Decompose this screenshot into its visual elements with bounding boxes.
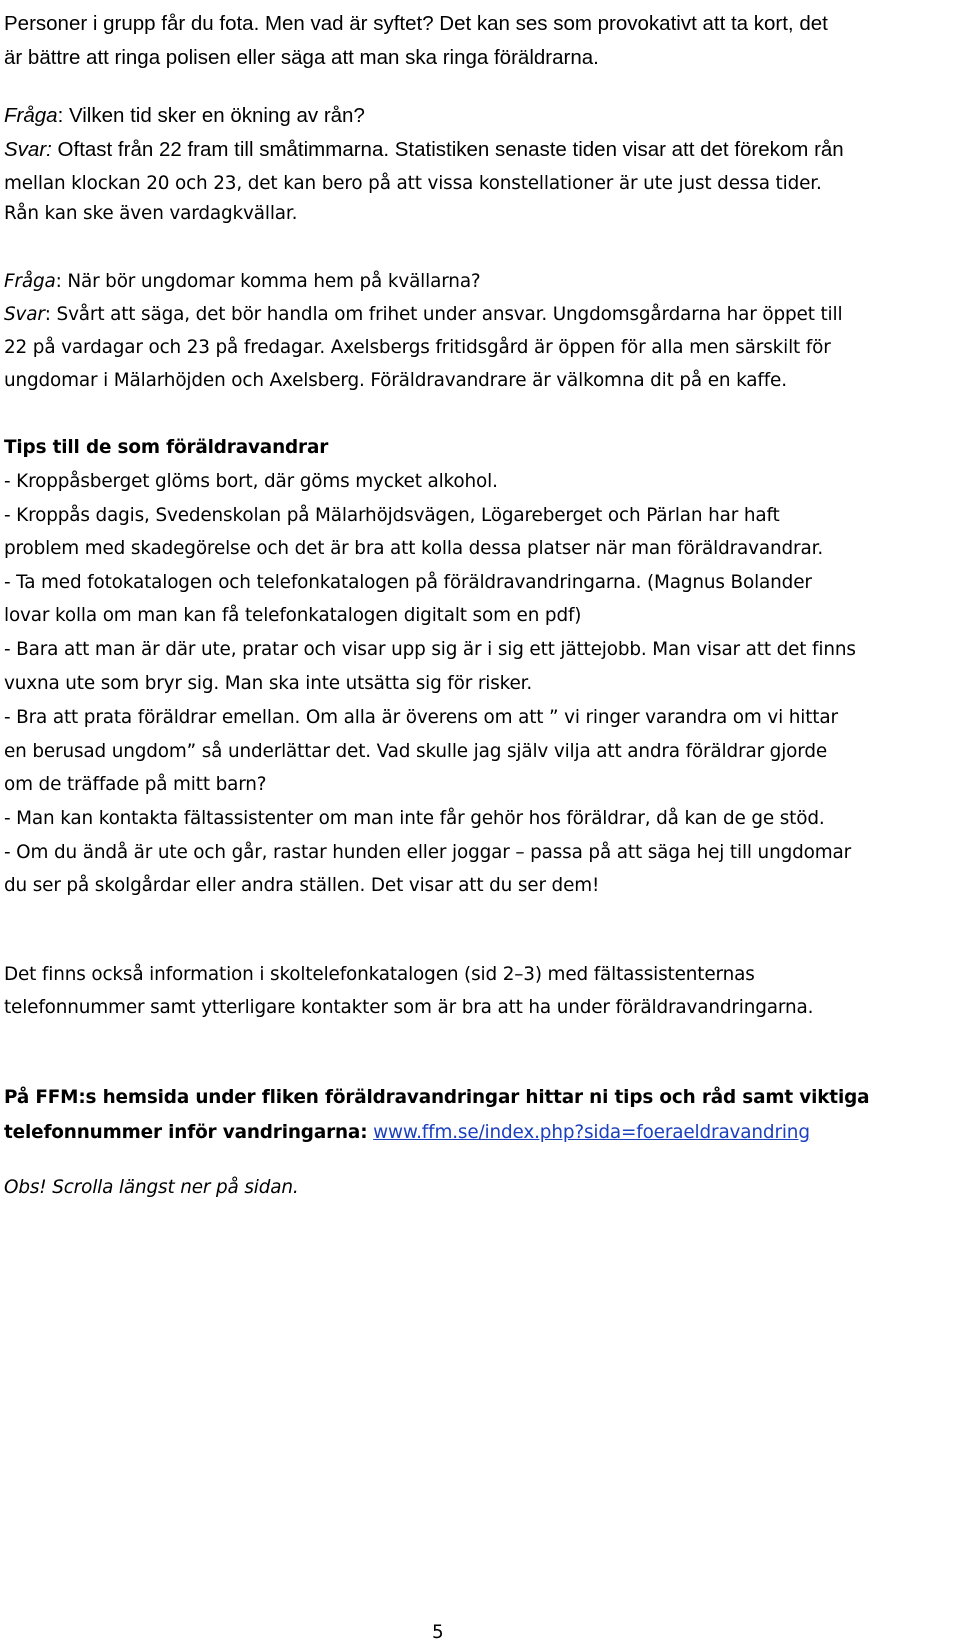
text-line [4,1174,299,1202]
text-line [4,334,831,362]
text-line [4,1119,810,1147]
text-segment: - Kroppås dagis, Svedenskolan på Mälarhöjdsvägen, Lögareberget och Pärlan har haft [4,505,780,526]
text-segment: om de träffade på mitt barn? [4,774,267,795]
text-segment: Fråga [4,271,56,292]
text-segment: : Vilken tid sker en ökning av rån? [57,104,365,127]
text-segment: ungdomar i Mälarhöjden och Axelsberg. Föräldravandrare är välkomna dit på en kaffe. [4,370,787,391]
text-line [4,434,328,462]
text-line [4,994,813,1022]
text-line [4,771,266,799]
text-segment: Tips till de som föräldravandrar [4,437,329,458]
ffm-website-link[interactable]: www.ffm.se/index.php?sida=foeraeldravandring [373,1122,810,1143]
text-line [4,44,599,72]
text-segment: problem med skadegörelse och det är bra att kolla dessa platser när man föräldravandrar. [4,538,824,559]
text-segment: - Om du ändå är ute och går, rastar hunden eller joggar – passa på att säga hej till ungdomar [4,842,852,863]
text-line [4,636,856,664]
text-line [4,839,851,867]
text-segment: Svar: [4,138,52,161]
text-line [4,200,297,228]
text-segment: - Ta med fotokatalogen och telefonkatalogen på föräldravandringarna. (Magnus Bolander [4,572,812,593]
text-segment: - Bra att prata föräldrar emellan. Om alla är överens om att ” vi ringer varandra om vi hittar [4,707,838,728]
text-segment: vuxna ute som bryr sig. Man ska inte utsätta sig för risker. [4,673,533,694]
text-line [4,502,780,530]
text-line [4,961,755,989]
text-segment: - Bara att man är där ute, pratar och visar upp sig är i sig ett jättejobb. Man visar att det finns [4,639,856,660]
text-segment: 22 på vardagar och 23 på fredagar. Axelsbergs fritidsgård är öppen för alla men särskilt för [4,337,831,358]
text-segment: du ser på skolgårdar eller andra ställen. Det visar att du ser dem! [4,875,600,896]
text-line [4,10,828,38]
text-segment: mellan klockan 20 och 23, det kan bero på att vissa konstellationer är ute just dessa tider. [4,173,822,194]
text-line [4,872,599,900]
text-segment: Fråga [4,104,58,127]
text-segment: Svar [4,304,45,325]
text-line [4,268,481,296]
text-segment: telefonnummer samt ytterligare kontakter som är bra att ha under föräldravandringarna. [4,997,814,1018]
text-segment: är bättre att ringa polisen eller säga att man ska ringa föräldrarna. [4,46,599,69]
text-segment: Oftast från 22 fram till småtimmarna. Statistiken senaste tiden visar att det förekom rån [51,138,844,161]
text-segment: - Man kan kontakta fältassistenter om man inte får gehör hos föräldrar, då kan de ge stöd. [4,808,825,829]
text-line [4,535,823,563]
text-line [4,602,581,630]
text-line [4,1084,869,1112]
text-segment: Obs! Scrolla längst ner på sidan. [4,1177,299,1198]
text-segment: Rån kan ske även vardagkvällar. [4,203,298,224]
text-line [4,738,827,766]
text-line [4,704,838,732]
text-segment: : Svårt att säga, det bör handla om frihet under ansvar. Ungdomsgårdarna har öppet till [44,304,843,325]
text-line [4,301,842,329]
text-line [4,136,844,164]
text-segment: - Kroppåsberget glöms bort, där göms mycket alkohol. [4,471,498,492]
text-segment: telefonnummer inför vandringarna: [4,1122,368,1143]
text-segment: Personer i grupp får du fota. Men vad är syftet? Det kan ses som provokativt att ta kort, det [4,12,828,35]
text-line [4,670,532,698]
text-line [4,367,787,395]
text-segment: På FFM:s hemsida under fliken föräldravandringar hittar ni tips och råd samt viktiga [4,1087,870,1108]
text-segment: : När bör ungdomar komma hem på kvällarna? [55,271,481,292]
text-line [4,805,825,833]
text-segment: lovar kolla om man kan få telefonkatalogen digitalt som en pdf) [4,605,582,626]
text-segment: Det finns också information i skoltelefonkatalogen (sid 2–3) med fältassistenternas [4,964,755,985]
text-line [4,569,812,597]
page-number: 5 [432,1622,444,1643]
text-line [4,170,822,198]
text-line [4,102,365,130]
text-segment: en berusad ungdom” så underlättar det. Vad skulle jag själv vilja att andra föräldrar gjorde [4,741,828,762]
text-line [4,468,498,496]
